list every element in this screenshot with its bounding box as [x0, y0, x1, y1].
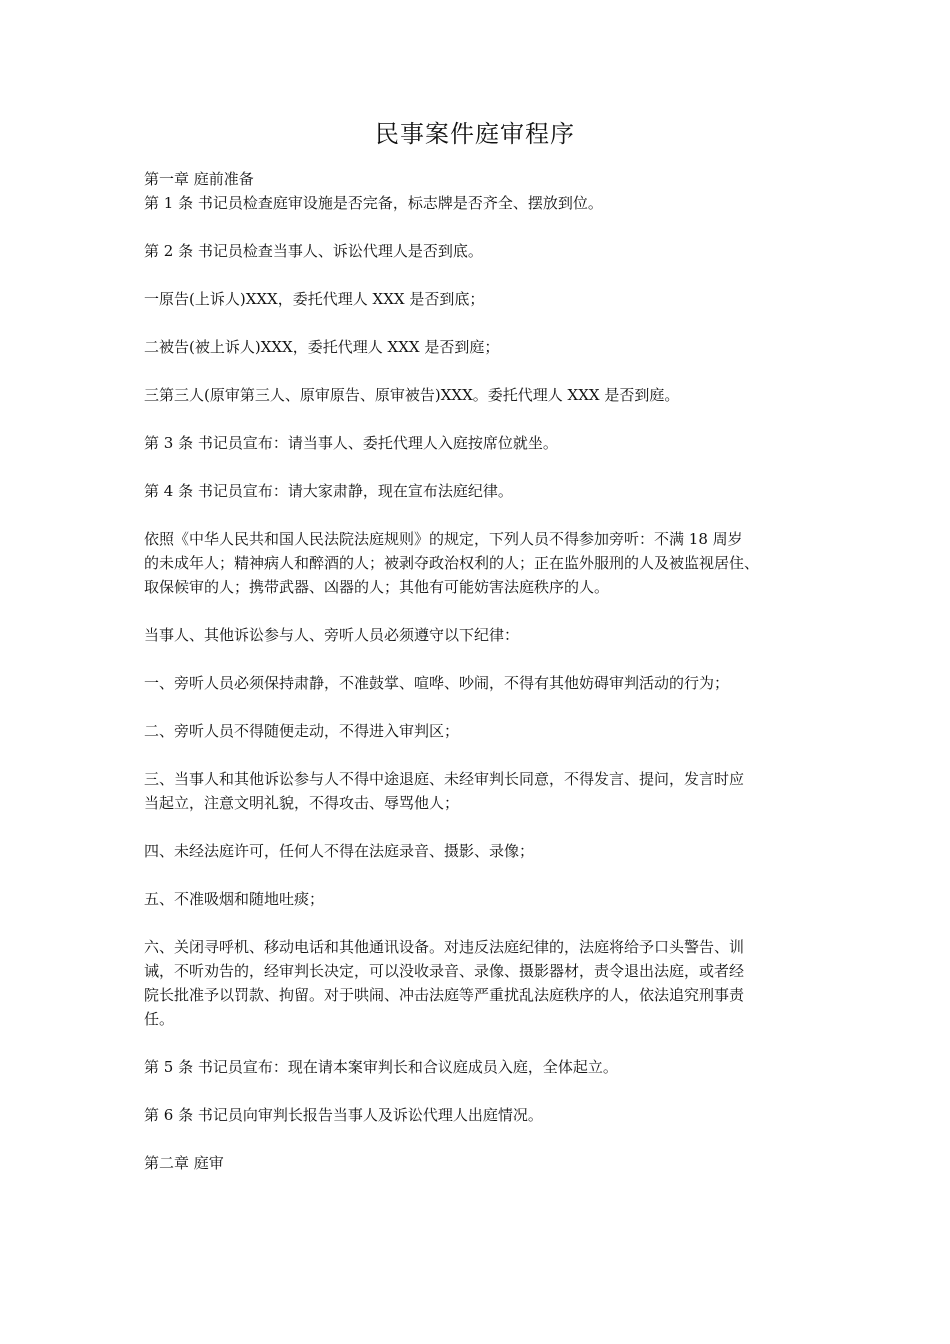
paragraph-line: 任。 [144, 1010, 175, 1028]
discipline-item-5: 五、不准吸烟和随地吐痰； [144, 890, 325, 908]
article-3: 第 3 条 书记员宣布：请当事人、委托代理人入庭按席位就坐。 [144, 434, 558, 452]
paragraph-line: 六、关闭寻呼机、移动电话和其他通讯设备。对违反法庭纪律的，法庭将给予口头警告、训 [144, 938, 745, 956]
article-1: 第 1 条 书记员检查庭审设施是否完备，标志牌是否齐全、摆放到位。 [144, 194, 603, 212]
discipline-item-1: 一、旁听人员必须保持肃静，不准鼓掌、喧哗、吵闹，不得有其他妨碍审判活动的行为； [144, 674, 730, 692]
discipline-item-3 [144, 767, 816, 815]
defendant-check: 二被告(被上诉人)XXX，委托代理人 XXX 是否到庭； [144, 338, 500, 356]
document-body [144, 167, 816, 1175]
paragraph-line: 三、当事人和其他诉讼参与人不得中途退庭、未经审判长同意，不得发言、提问，发言时应 [144, 770, 745, 788]
paragraph-line: 当起立，注意文明礼貌，不得攻击、辱骂他人； [144, 794, 460, 812]
discipline-item-4: 四、未经法庭许可，任何人不得在法庭录音、摄影、录像； [144, 842, 535, 860]
paragraph-line: 的未成年人；精神病人和醉酒的人；被剥夺政治权利的人；正在监外服刑的人及被监视居住、 [144, 554, 760, 572]
article-6: 第 6 条 书记员向审判长报告当事人及诉讼代理人出庭情况。 [144, 1106, 543, 1124]
court-rules-paragraph [144, 527, 816, 599]
article-5: 第 5 条 书记员宣布：现在请本案审判长和合议庭成员入庭，全体起立。 [144, 1058, 618, 1076]
paragraph-line: 取保候审的人；携带武器、凶器的人；其他有可能妨害法庭秩序的人。 [144, 578, 610, 596]
paragraph-line: 院长批准予以罚款、拘留。对于哄闹、冲击法庭等严重扰乱法庭秩序的人，依法追究刑事责 [144, 986, 745, 1004]
discipline-item-2: 二、旁听人员不得随便走动，不得进入审判区； [144, 722, 460, 740]
chapter-heading: 第二章 庭审 [144, 1154, 224, 1172]
third-party-check: 三第三人(原审第三人、原审原告、原审被告)XXX。委托代理人 XXX 是否到庭。 [144, 386, 680, 404]
discipline-item-6 [144, 935, 816, 1031]
paragraph-line: 诫，不听劝告的，经审判长决定，可以没收录音、录像、摄影器材，责令退出法庭，或者经 [144, 962, 745, 980]
discipline-intro: 当事人、其他诉讼参与人、旁听人员必须遵守以下纪律： [144, 626, 520, 644]
article-2: 第 2 条 书记员检查当事人、诉讼代理人是否到底。 [144, 242, 483, 260]
article-4: 第 4 条 书记员宣布：请大家肃静，现在宣布法庭纪律。 [144, 482, 513, 500]
paragraph-line: 依照《中华人民共和国人民法院法庭规则》的规定，下列人员不得参加旁听：不满 18 周岁 [144, 530, 743, 548]
plaintiff-check: 一原告(上诉人)XXX，委托代理人 XXX 是否到底； [144, 290, 485, 308]
chapter-heading: 第一章 庭前准备 [144, 170, 254, 188]
document-title: 民事案件庭审程序 [375, 120, 575, 148]
